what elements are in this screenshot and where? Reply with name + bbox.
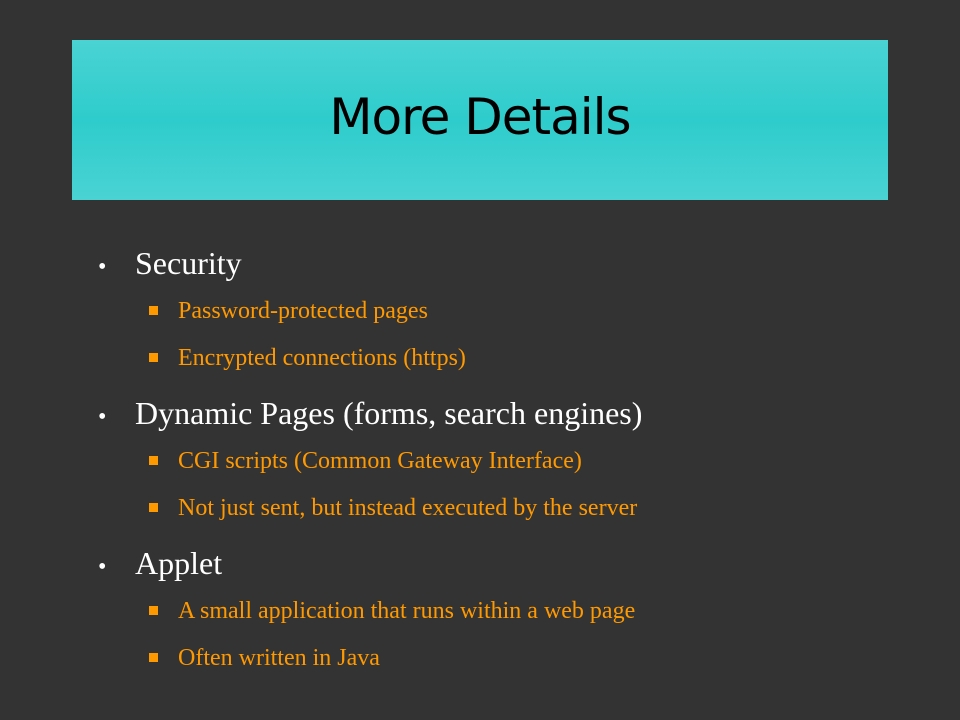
bullet-text: Applet	[135, 545, 223, 581]
round-bullet-icon: •	[98, 404, 107, 430]
bullet-security	[98, 243, 898, 283]
bullet-dynamic-pages	[98, 393, 898, 433]
round-bullet-icon: •	[98, 254, 107, 280]
sub-list-dynamic-pages	[98, 438, 898, 532]
sub-bullet-text: Password-protected pages	[178, 298, 428, 324]
square-bullet-icon	[149, 456, 158, 465]
bullet-text: Dynamic Pages (forms, search engines)	[135, 395, 643, 431]
square-bullet-icon	[149, 653, 158, 662]
round-bullet-icon: •	[98, 554, 107, 580]
sub-bullet	[98, 635, 898, 682]
square-bullet-icon	[149, 353, 158, 362]
sub-bullet	[98, 288, 898, 335]
sub-bullet	[98, 438, 898, 485]
sub-bullet	[98, 485, 898, 532]
bullet-applet	[98, 543, 898, 583]
sub-bullet-text: Often written in Java	[178, 645, 380, 671]
bullet-list	[98, 243, 898, 693]
sub-bullet-text: Not just sent, but instead executed by the server	[178, 495, 638, 521]
sub-bullet	[98, 588, 898, 635]
sub-bullet-text: A small application that runs within a web page	[178, 598, 636, 624]
bullet-text: Security	[135, 245, 242, 281]
sub-list-security	[98, 288, 898, 382]
square-bullet-icon	[149, 606, 158, 615]
square-bullet-icon	[149, 503, 158, 512]
sub-list-applet	[98, 588, 898, 682]
slide-title: More Details	[329, 88, 631, 146]
sub-bullet-text: CGI scripts (Common Gateway Interface)	[178, 448, 582, 474]
square-bullet-icon	[149, 306, 158, 315]
sub-bullet-text: Encrypted connections (https)	[178, 345, 466, 371]
title-band	[72, 40, 888, 200]
sub-bullet	[98, 335, 898, 382]
